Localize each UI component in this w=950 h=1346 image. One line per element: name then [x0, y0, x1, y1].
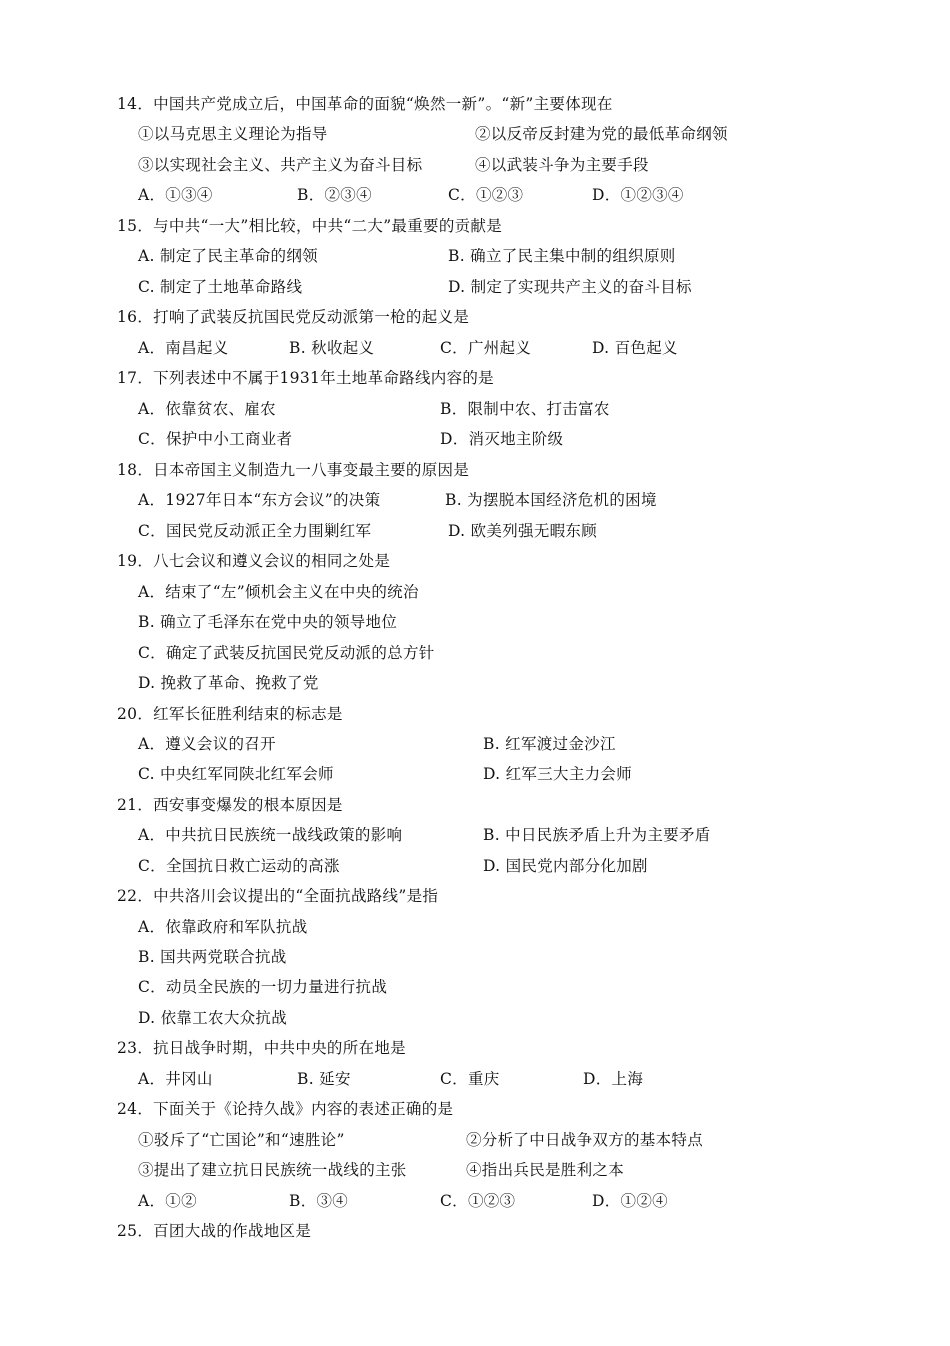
question-15-stem: 15．与中共“一大”相比较，中共“二大”最重要的贡献是 — [117, 217, 503, 235]
question-16-option-a: A．南昌起义 — [138, 339, 229, 357]
question-17-option-c: C．保护中小工商业者 — [138, 430, 293, 448]
question-22-option-b: B. 国共两党联合抗战 — [138, 948, 287, 966]
question-19-option-a: A．结束了“左”倾机会主义在中央的统治 — [138, 583, 419, 601]
question-24-statement-2: ②分析了中日战争双方的基本特点 — [466, 1131, 704, 1149]
question-14-option-a: A．①③④ — [138, 186, 213, 204]
question-19-option-b: B. 确立了毛泽东在党中央的领导地位 — [138, 613, 398, 631]
question-22-option-a: A．依靠政府和军队抗战 — [138, 918, 308, 936]
question-18-option-a: A．1927年日本“东方会议”的决策 — [138, 491, 381, 509]
question-23-option-b: B. 延安 — [297, 1070, 351, 1088]
question-14-statement-4: ④以武装斗争为主要手段 — [475, 156, 649, 174]
question-19-stem: 19．八七会议和遵义会议的相同之处是 — [117, 552, 391, 570]
question-24-statement-1: ①驳斥了“亡国论”和“速胜论” — [138, 1131, 345, 1149]
question-22-option-c: C．动员全民族的一切力量进行抗战 — [138, 978, 388, 996]
question-23-stem: 23．抗日战争时期，中共中央的所在地是 — [117, 1039, 406, 1057]
question-18-option-d: D. 欧美列强无暇东顾 — [448, 522, 598, 540]
question-18-option-b: B. 为摆脱本国经济危机的困境 — [445, 491, 657, 509]
question-20-option-d: D. 红军三大主力会师 — [483, 765, 633, 783]
question-16-option-c: C．广州起义 — [440, 339, 532, 357]
question-14-statement-3: ③以实现社会主义、共产主义为奋斗目标 — [138, 156, 423, 174]
question-23-option-d: D．上海 — [583, 1070, 644, 1088]
question-16-option-d: D. 百色起义 — [592, 339, 678, 357]
question-14-statement-1: ①以马克思主义理论为指导 — [138, 125, 328, 143]
question-25-stem: 25．百团大战的作战地区是 — [117, 1222, 312, 1240]
question-20-option-b: B. 红军渡过金沙江 — [483, 735, 616, 753]
question-20-option-c: C. 中央红军同陕北红军会师 — [138, 765, 334, 783]
question-24-statement-4: ④指出兵民是胜利之本 — [466, 1161, 625, 1179]
question-21-option-a: A．中共抗日民族统一战线政策的影响 — [138, 826, 403, 844]
question-18-option-c: C．国民党反动派正全力围剿红军 — [138, 522, 372, 540]
question-14-statement-2: ②以反帝反封建为党的最低革命纲领 — [475, 125, 728, 143]
question-18-stem: 18．日本帝国主义制造九一八事变最主要的原因是 — [117, 461, 470, 479]
question-22-option-d: D. 依靠工农大众抗战 — [138, 1009, 288, 1027]
question-23-option-c: C．重庆 — [440, 1070, 500, 1088]
question-19-option-c: C．确定了武装反抗国民党反动派的总方针 — [138, 644, 435, 662]
question-21-stem: 21．西安事变爆发的根本原因是 — [117, 796, 343, 814]
question-14-stem: 14．中国共产党成立后，中国革命的面貌“焕然一新”。“新”主要体现在 — [117, 95, 613, 113]
question-24-statement-3: ③提出了建立抗日民族统一战线的主张 — [138, 1161, 407, 1179]
question-21-option-b: B. 中日民族矛盾上升为主要矛盾 — [483, 826, 711, 844]
question-24-stem: 24．下面关于《论持久战》内容的表述正确的是 — [117, 1100, 454, 1118]
question-14-option-d: D．①②③④ — [592, 186, 684, 204]
question-21-option-c: C．全国抗日救亡运动的高涨 — [138, 857, 340, 875]
question-15-option-c: C. 制定了土地革命路线 — [138, 278, 303, 296]
question-15-option-d: D. 制定了实现共产主义的奋斗目标 — [448, 278, 692, 296]
question-17-stem: 17．下列表述中不属于1931年土地革命路线内容的是 — [117, 369, 494, 387]
question-20-stem: 20．红军长征胜利结束的标志是 — [117, 705, 343, 723]
question-19-option-d: D. 挽救了革命、挽救了党 — [138, 674, 319, 692]
question-16-stem: 16．打响了武装反抗国民党反动派第一枪的起义是 — [117, 308, 470, 326]
question-14-option-b: B．②③④ — [297, 186, 372, 204]
question-24-option-b: B．③④ — [289, 1192, 349, 1210]
question-20-option-a: A．遵义会议的召开 — [138, 735, 276, 753]
question-14-option-c: C．①②③ — [448, 186, 524, 204]
question-15-option-a: A. 制定了民主革命的纲领 — [138, 247, 318, 265]
question-21-option-d: D. 国民党内部分化加剧 — [483, 857, 648, 875]
question-24-option-d: D．①②④ — [592, 1192, 668, 1210]
question-17-option-b: B．限制中农、打击富农 — [440, 400, 610, 418]
question-24-option-a: A．①② — [138, 1192, 197, 1210]
question-17-option-a: A．依靠贫农、雇农 — [138, 400, 276, 418]
question-24-option-c: C．①②③ — [440, 1192, 516, 1210]
question-22-stem: 22．中共洛川会议提出的“全面抗战路线”是指 — [117, 887, 439, 905]
question-17-option-d: D．消灭地主阶级 — [440, 430, 564, 448]
question-15-option-b: B. 确立了民主集中制的组织原则 — [448, 247, 676, 265]
question-23-option-a: A．井冈山 — [138, 1070, 213, 1088]
question-16-option-b: B. 秋收起义 — [289, 339, 375, 357]
